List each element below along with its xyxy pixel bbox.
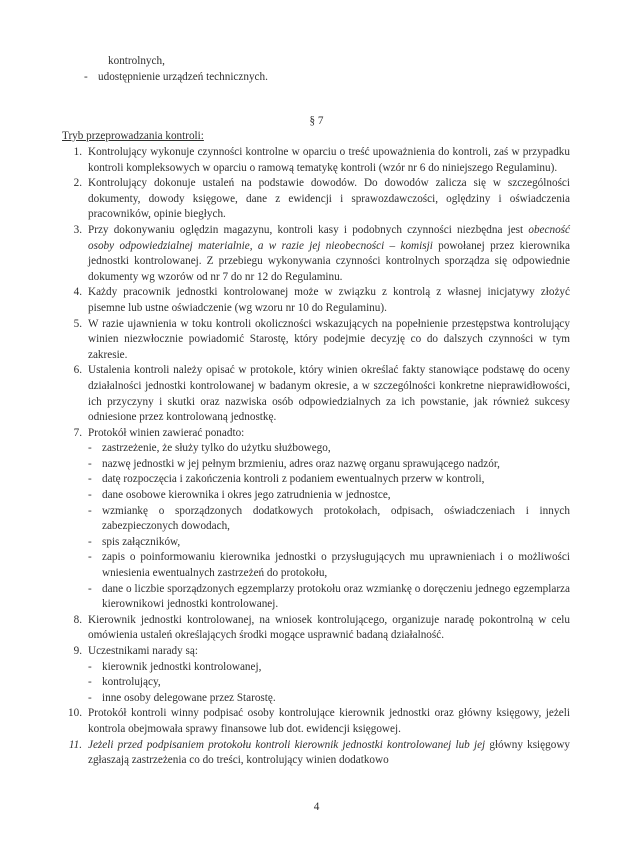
dash-bullet: - xyxy=(88,660,92,673)
paragraph-text: Każdy pracownik jednostki kontrolowanej może w związku z kontrolą z własnej inicjatywy złożyć pisemne lub ustne oświadczenie (wg wzoru nr 10 do Regulaminu). xyxy=(88,286,570,314)
paragraph-text: Uczestnikami narady są: xyxy=(88,645,198,657)
list-item-text: inne osoby delegowane przez Starostę. xyxy=(102,691,276,704)
paragraph-number: 3. xyxy=(73,223,82,236)
dash-bullet: - xyxy=(88,457,92,470)
list-item-text: udostępnienie urządzeń technicznych. xyxy=(98,70,268,83)
paragraph-10 xyxy=(62,706,570,737)
dash-bullet: - xyxy=(88,551,92,564)
paragraph-text: Protokół kontroli winny podpisać osoby kontrolujące kierownik jednostki oraz główny księgowy, jeżeli kontrola obejmowała sprawy finansowe lub dot. ewidencji księgowej. xyxy=(88,707,570,735)
list-item xyxy=(88,504,570,535)
paragraph-text-end: powołanej przez kierownika jednostki kontrolowanej. Z przebiegu wykonywania czynności kontrolnych sporządza się odpowiednie dokumenty wg wzorów od nr 7 do nr 12 do Regulaminu. xyxy=(88,239,570,283)
list-item-text: kierownik jednostki kontrolowanej, xyxy=(102,660,262,673)
dash-bullet: - xyxy=(88,582,92,595)
dash-bullet: - xyxy=(88,473,92,486)
paragraph-text-italic: obecność osoby odpowiedzialnej materialnie, a w razie jej nieobecności – komisji xyxy=(88,223,570,252)
list-item xyxy=(88,582,570,613)
paragraph-number: 9. xyxy=(73,645,82,657)
section-mark: § 7 xyxy=(309,115,324,127)
continuation-text: kontrolnych, xyxy=(108,55,165,67)
dash-bullet: - xyxy=(84,70,88,83)
paragraph-text: Kierownik jednostki kontrolowanej, na wniosek kontrolującego, organizuje naradę pokontrolną w celu omówienia ustaleń określających środki mogące usprawnić badaną działalność. xyxy=(88,613,570,642)
paragraph-text-start: Przy dokonywaniu oględzin magazynu, kontroli kasy i podobnych czynności niezbędna jest xyxy=(88,223,529,236)
procedure-list xyxy=(62,145,570,769)
list-item-text: dane osobowe kierownika i okres jego zatrudnienia w jednostce, xyxy=(102,489,391,502)
list-item xyxy=(88,675,570,691)
paragraph-8 xyxy=(62,613,570,644)
list-item-text: kontrolujący, xyxy=(102,676,161,689)
continuation-line xyxy=(84,54,584,70)
list-item xyxy=(88,441,570,457)
list-item-text: nazwę jednostki w jej pełnym brzmieniu, adres oraz nazwę organu sprawującego nadzór, xyxy=(102,457,500,470)
list-item xyxy=(88,488,570,504)
list-item xyxy=(88,472,570,488)
dash-bullet: - xyxy=(88,691,92,704)
paragraph-text-italic: Jeżeli przed podpisaniem protokołu kontroli kierownik jednostki kontrolowanej lub jej xyxy=(88,738,486,751)
paragraph-number: 10. xyxy=(68,707,82,720)
paragraph-text: Protokół winien zawierać ponadto: xyxy=(88,426,245,439)
paragraph-2 xyxy=(62,176,570,223)
paragraph-text: Kontrolujący wykonuje czynności kontrolne w oparciu o treść upoważnienia do kontroli, zaś w przypadku kontroli kompleksowych w oparciu o ramową tematykę kontroli (wzór nr 6 do niniejszego Regulaminu). xyxy=(88,146,570,174)
participants-list xyxy=(88,660,570,707)
dash-bullet: - xyxy=(88,535,92,548)
paragraph-text: Kontrolujący dokonuje ustaleń na podstawie dowodów. Do dowodów zalicza się w szczególności dokumenty, dowody księgowe, dane z ewidencji i sprawozdawczości, oględziny i oświadczenia pracowników, opinie biegłych. xyxy=(88,177,570,221)
paragraph-11 xyxy=(62,738,570,769)
paragraph-number: 2. xyxy=(73,177,82,190)
section-heading: Tryb przeprowadzania kontroli: xyxy=(62,130,204,142)
paragraph-number: 7. xyxy=(73,426,82,439)
list-item-text: zapis o poinformowaniu kierownika jednostki o przysługujących mu uprawnieniach i o możliwości wniesienia ewentualnych zastrzeżeń do protokołu, xyxy=(102,551,570,580)
paragraph-text: Ustalenia kontroli należy opisać w protokole, który winien określać fakty stanowiące podstawę do oceny działalności jednostki kontrolowanej w badanym okresie, a w szczególności konkretne nieprawidłowości, ich przyczyny i skutki oraz nazwiska osób odpowiedzialnych za ich powstanie, jak również sukcesy odniesione przez kontrolowaną jednostkę. xyxy=(88,364,570,424)
paragraph-number: 6. xyxy=(73,364,82,377)
list-item-text: datę rozpoczęcia i zakończenia kontroli z podaniem ewentualnych przerw w kontroli, xyxy=(102,473,485,486)
list-item-text: zastrzeżenie, że służy tylko do użytku służbowego, xyxy=(102,442,331,455)
protocol-contents-list xyxy=(88,441,570,613)
list-item-text: wzmiankę o sporządzonych dodatkowych protokołach, odpisach, oświadczeniach i innych zabezpieczonych dowodach, xyxy=(102,504,570,533)
paragraph-7 xyxy=(62,426,570,613)
list-item xyxy=(88,660,570,676)
list-item xyxy=(88,550,570,581)
paragraph-number: 4. xyxy=(73,286,82,299)
dash-bullet: - xyxy=(88,676,92,689)
paragraph-number: 1. xyxy=(73,146,82,158)
paragraph-number: 5. xyxy=(73,317,82,330)
dash-bullet: - xyxy=(88,489,92,502)
paragraph-3 xyxy=(62,223,570,285)
page-number: 4 xyxy=(313,801,320,813)
paragraph-text-end: główny księgowy zgłaszają zastrzeżenia co do treści, kontrolujący winien dodatkowo xyxy=(88,738,570,767)
list-item xyxy=(84,70,584,86)
top-continuation xyxy=(84,54,584,85)
paragraph-9 xyxy=(62,644,570,706)
dash-bullet: - xyxy=(88,504,92,517)
dash-bullet: - xyxy=(88,442,92,455)
paragraph-5 xyxy=(62,317,570,364)
list-item xyxy=(88,691,570,707)
paragraph-number: 8. xyxy=(73,613,82,626)
list-item xyxy=(88,457,570,473)
paragraph-1 xyxy=(62,145,570,176)
paragraph-6 xyxy=(62,363,570,425)
paragraph-4 xyxy=(62,285,570,316)
paragraph-number: 11. xyxy=(68,738,82,751)
paragraph-text: W razie ujawnienia w toku kontroli okoliczności wskazujących na popełnienie przestępstwa kontrolujący winien niezwłocznie powiadomić Starostę, który podejmie decyzję co do dalszych czynności w tym zakresie. xyxy=(88,317,570,361)
list-item xyxy=(88,535,570,551)
list-item-text: spis załączników, xyxy=(102,535,181,548)
list-item-text: dane o liczbie sporządzonych egzemplarzy protokołu oraz wzmiankę o doręczeniu jednego egzemplarza kierownikowi jednostki kontrolowanej. xyxy=(102,582,570,611)
